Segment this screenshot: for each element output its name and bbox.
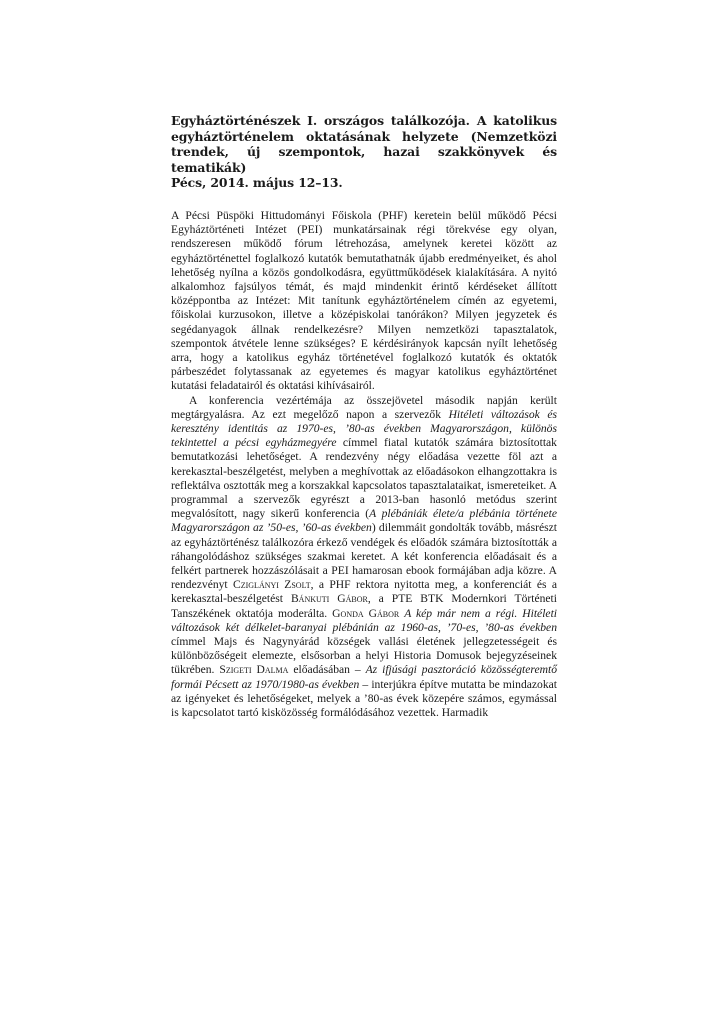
- paragraph-2-text-7: címmel Majs és Nagynyárád községek vallási életének jellegzetességeit és különbözőségeit elemezte, elsősorban a helyi Historia Domusok bejegyzéseinek tükrében.: [171, 635, 557, 677]
- paragraph-2-text-4: , a PHF rektora nyitotta meg, a konferenciát és a kerekasztal-beszélgetést: [171, 578, 557, 606]
- person-name-4: Szigeti Dalma: [219, 663, 289, 677]
- paragraph-2-text-1: A konferencia vezértémája az összejövetel második napján került megtárgyalásra. Az ezt megelőző napon a szervezők: [171, 393, 557, 421]
- paragraph-2-text-5: , a PTE BTK Modernkori Történeti Tanszékének oktatója moderálta.: [171, 592, 557, 620]
- italic-title-4: Az ifjúsági pasztoráció közösségteremtő formái Pécsett az 1970/1980-as években: [171, 663, 557, 691]
- title-date-place: Pécs, 2014. május 12–13.: [171, 175, 343, 191]
- document-content: [171, 113, 557, 720]
- paragraph-2: [171, 394, 557, 721]
- person-name-3: Gonda Gábor: [332, 606, 400, 620]
- spacer: [171, 191, 557, 209]
- person-name-1: Cziglányi Zsolt: [233, 578, 311, 592]
- paragraph-2-text-2: címmel fiatal kutatók számára biztosítottak bemutatkozási lehetőséget. A rendezvény négy előadása vezette föl azt a kerekasztal-beszélgetést, melyben a meghívottak az előadásokon elhangzottakra is reflektálva osztották meg a korszakkal kapcsolatos tapasztalataikat, ismereteiket. A programmal a szervezők egyrészt a 2013-ban hasonló metódus szerint megvalósított, nagy sikerű konferencia (: [171, 436, 557, 521]
- italic-title-1: Hitéleti változások és keresztény identitás az 1970-es, ’80-as években Magyarországon, különös tekintettel a pécsi egyházmegyére: [171, 407, 558, 450]
- italic-title-2: A plébániák élete/a plébánia története Magyarországon az ’50-es, ’60-as években: [171, 507, 557, 535]
- paragraph-2-text-8: előadásában –: [288, 663, 366, 677]
- paragraph-1: A Pécsi Püspöki Hittudományi Főiskola (PHF) keretein belül működő Pécsi Egyháztörténeti Intézet (PEI) munkatársainak régi törekvése egy olyan, rendszeresen működő fórum létrehozása, amelynek keretei között az egyháztörténettel foglalkozó kutatók bemutathatnák újabb eredményeiket, és ahol lehetőség nyílna a közös gondolkodásra, együttműködések kialakítására. A nyitó alkalomhoz fajsúlyos témát, és majd mindenkit érintő kérdéseket állított középpontba az Intézet: Mit tanítunk egyháztörténelem címén az egyetemi, főiskolai kurzusokon, illetve a középiskolai tanórákon? Milyen jegyzetek és segédanyagok állnak rendelkezésre? Milyen nemzetközi tapasztalatok, szempontok átvétele lenne szükséges? E kérdésirányok kapcsán nyílt lehetőség arra, hogy a katolikus egyház történetével foglalkozó kutatók és oktatók párbeszédet folytassanak az egyetemes és magyar katolikus egyháztörténet kutatási feladatairól és oktatási kihívásairól.: [171, 208, 557, 393]
- paragraph-2-text-3: ) dilemmáit gondolták tovább, másrészt az egyháztörténész találkozóra érkező vendégek és előadók számára biztosították a ráhangolódáshoz szükséges szakmai keretet. A két konferencia előadásait és a felkért partnerek hozzászólásait a PEI hamarosan ebook formájában adja közre. A rendezvényt: [171, 521, 557, 592]
- title-main: Egyháztörténészek I. országos találkozója. A katolikus egyháztörténelem oktatásának helyzete (Nemzetközi trendek, új szempontok, hazai szakkönyvek és tematikák): [171, 113, 557, 175]
- person-name-2: Bánkuti Gábor: [290, 592, 368, 606]
- italic-title-3: A kép már nem a régi. Hitéleti változások két délkelet-baranyai plébánián az 1960-as, ’70-es, ’80-as években: [171, 606, 558, 634]
- paragraph-2-text-9: – interjúkra építve mutatta be mindazokat az igényeket és lehetőségeket, melyek a ’80-as évek közepére számos, egymással is kapcsolatot tartó kisközösség formálódásához vezettek. Harmadik: [171, 677, 557, 720]
- document-title: [171, 113, 557, 191]
